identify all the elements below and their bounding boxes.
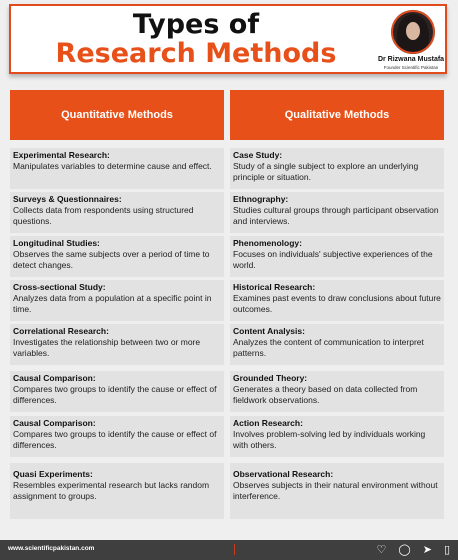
method-cell xyxy=(10,236,224,277)
method-cell xyxy=(10,463,224,519)
method-title: Correlational Research: xyxy=(13,326,109,336)
method-cell xyxy=(10,416,224,457)
method-title: Case Study: xyxy=(233,150,283,160)
title-line-1: Types of xyxy=(132,9,260,40)
author-name: Dr Rizwana Mustafa xyxy=(377,56,445,63)
method-description: Analyzes data from a population at a specific point in time. xyxy=(13,293,212,314)
method-cell xyxy=(10,324,224,365)
method-description: Compares two groups to identify the cause or effect of differences. xyxy=(13,429,217,450)
method-description: Resembles experimental research but lacks random assignment to groups. xyxy=(13,480,210,501)
method-cell xyxy=(10,192,224,233)
method-title: Action Research: xyxy=(233,418,303,428)
method-description: Observes the same subjects over a period of time to detect changes. xyxy=(13,249,210,270)
method-cell xyxy=(10,371,224,412)
bookmark-icon[interactable]: ▯ xyxy=(443,543,450,556)
method-cell xyxy=(230,192,444,233)
method-cell xyxy=(10,280,224,321)
method-cell xyxy=(10,148,224,189)
share-icon[interactable]: ➤ xyxy=(422,543,432,556)
method-cell xyxy=(230,280,444,321)
method-description: Analyzes the content of communication to interpret patterns. xyxy=(233,337,424,358)
method-title: Longitudinal Studies: xyxy=(13,238,100,248)
method-cell xyxy=(230,236,444,277)
avatar xyxy=(391,10,435,54)
method-cell xyxy=(230,416,444,457)
method-description: Study of a single subject to explore an underlying principle or situation. xyxy=(233,161,419,182)
method-cell xyxy=(230,463,444,519)
quantitative-column xyxy=(10,90,224,501)
method-title: Cross-sectional Study: xyxy=(13,282,106,292)
method-description: Examines past events to draw conclusions about future outcomes. xyxy=(233,293,441,314)
heart-icon[interactable]: ♡ xyxy=(376,543,387,556)
comment-icon[interactable]: ◯ xyxy=(398,543,411,556)
method-description: Observes subjects in their natural environment without interference. xyxy=(233,480,438,501)
website-url[interactable]: www.scientificpakistan.com xyxy=(8,545,95,552)
method-description: Collects data from respondents using structured questions. xyxy=(13,205,194,226)
method-title: Observational Research: xyxy=(233,469,334,479)
method-title: Surveys & Questionnaires: xyxy=(13,194,122,204)
method-description: Generates a theory based on data collected from fieldwork observations. xyxy=(233,384,418,405)
method-cell xyxy=(230,148,444,189)
title-banner xyxy=(9,4,447,74)
divider xyxy=(234,544,235,555)
method-description: Studies cultural groups through participant observation and interviews. xyxy=(233,205,439,226)
quantitative-heading: Quantitative Methods xyxy=(10,90,224,140)
method-cell xyxy=(230,324,444,365)
action-icons xyxy=(377,543,450,557)
qualitative-heading: Qualitative Methods xyxy=(230,90,444,140)
method-description: Involves problem-solving led by individuals working with others. xyxy=(233,429,426,450)
method-title: Causal Comparison: xyxy=(13,373,96,383)
method-description: Manipulates variables to determine cause and effect. xyxy=(13,161,212,171)
method-title: Experimental Research: xyxy=(13,150,110,160)
method-title: Grounded Theory: xyxy=(233,373,308,383)
method-title: Phenomenology: xyxy=(233,238,302,248)
title-line-2: Research Methods xyxy=(55,38,337,69)
method-title: Content Analysis: xyxy=(233,326,305,336)
qualitative-column xyxy=(230,90,444,501)
method-cell xyxy=(230,371,444,412)
author-role: Founder Scientific Pakistan xyxy=(383,65,439,70)
method-description: Investigates the relationship between two or more variables. xyxy=(13,337,201,358)
footer-bar xyxy=(0,540,458,560)
method-description: Compares two groups to identify the cause or effect of differences. xyxy=(13,384,217,405)
method-title: Quasi Experiments: xyxy=(13,469,93,479)
method-title: Historical Research: xyxy=(233,282,316,292)
method-description: Focuses on individuals' subjective experiences of the world. xyxy=(233,249,433,270)
method-title: Causal Comparison: xyxy=(13,418,96,428)
method-title: Ethnography: xyxy=(233,194,289,204)
